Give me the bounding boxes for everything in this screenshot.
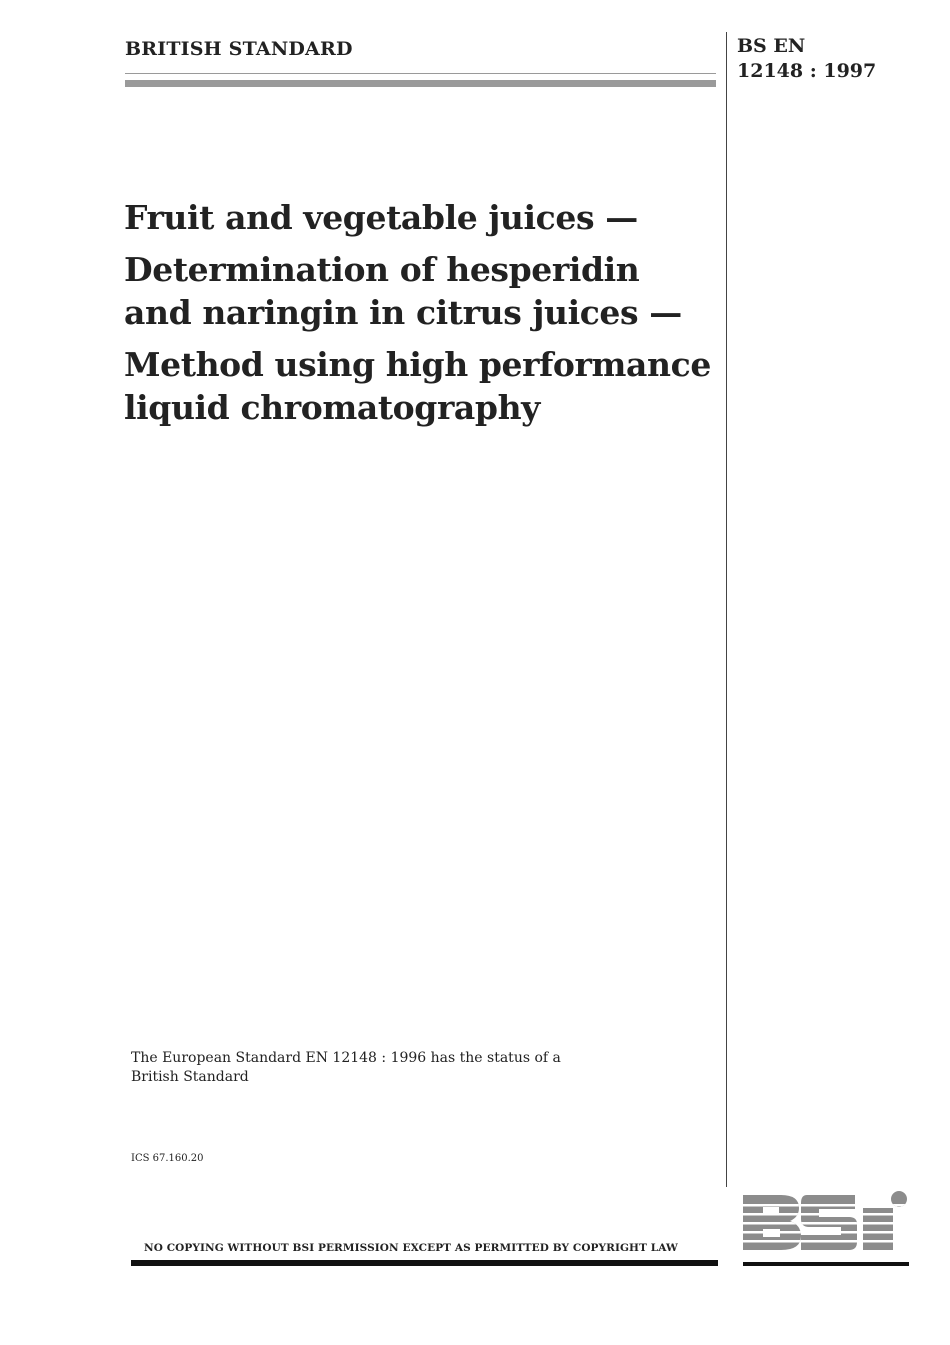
title-line-4: Method using high performance [124,345,711,384]
title-line-5: liquid chromatography [124,388,540,427]
logo-underline [743,1262,909,1266]
document-number-line-2: 12148 : 1997 [737,60,877,82]
status-statement [131,1049,631,1087]
header-thick-rule [125,80,716,87]
title-line-3: and naringin in citrus juices — [124,293,682,332]
header-thin-rule [125,73,716,74]
document-number-line-1: BS EN [737,35,806,57]
bsi-logo [743,1191,909,1254]
copyright-notice: NO COPYING WITHOUT BSI PERMISSION EXCEPT AS PERMITTED BY COPYRIGHT LAW [144,1242,678,1254]
document-title [124,196,724,429]
title-line-1: Fruit and vegetable juices — [124,198,638,237]
footer-rule [131,1260,718,1266]
ics-code: ICS 67.160.20 [131,1153,204,1164]
title-line-2: Determination of hesperidin [124,250,640,289]
document-number [737,34,876,84]
vertical-divider [726,32,727,1187]
status-line-1: The European Standard EN 12148 : 1996 has the status of a [131,1050,561,1066]
status-line-2: British Standard [131,1069,249,1085]
standard-series-label: BRITISH STANDARD [125,38,353,60]
